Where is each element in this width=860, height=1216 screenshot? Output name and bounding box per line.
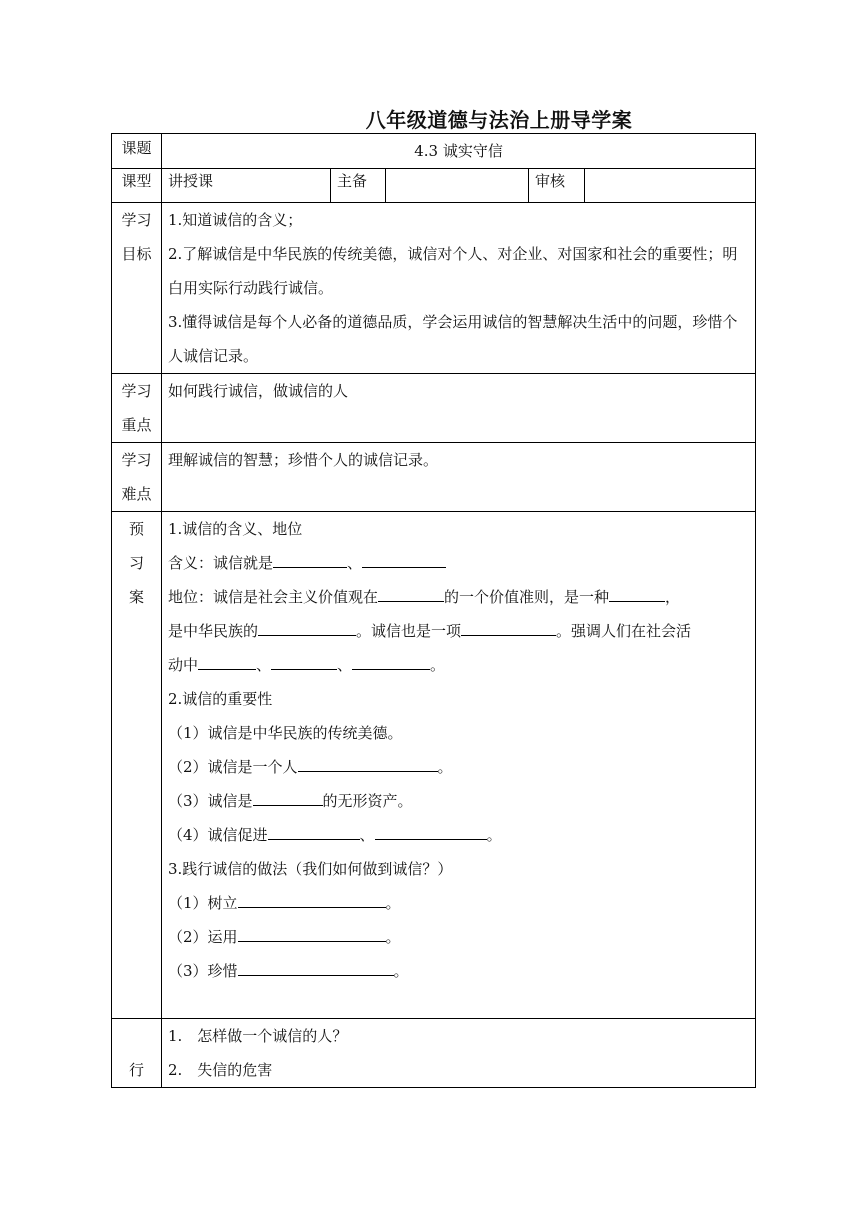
- difficulty-label-line1: 学习: [121, 451, 152, 469]
- row-topic: [112, 134, 756, 169]
- status-line-1: 地位：诚信是社会主义价值观在 的一个价值准则，是一种 ，: [168, 580, 749, 614]
- importance-item: （3）诚信是 的无形资产。: [168, 784, 749, 818]
- meaning-line: 含义：诚信就是 、: [168, 546, 749, 580]
- section-title: 2.诚信的重要性: [168, 690, 273, 708]
- difficulty-value: 理解诚信的智慧；珍惜个人的诚信记录。: [162, 443, 756, 512]
- importance-item: （1）诚信是中华民族的传统美德。: [168, 724, 403, 742]
- blank-field[interactable]: [378, 585, 444, 602]
- row-difficulty: [112, 443, 756, 512]
- section-title: 3.践行诚信的做法（我们如何做到诚信？）: [168, 860, 453, 878]
- review-label: 审核: [529, 169, 585, 203]
- goal-item: 3.懂得诚信是每个人必备的道德品质，学会运用诚信的智慧解决生活中的问题，珍惜个人诚信记录。: [168, 313, 738, 365]
- blank-field[interactable]: [362, 551, 446, 568]
- lead-value: [386, 169, 529, 203]
- blank-field[interactable]: [253, 789, 323, 806]
- row-focus: [112, 374, 756, 443]
- goals-label-line1: 学习: [121, 211, 152, 229]
- blank-field[interactable]: [609, 585, 665, 602]
- preview-label-char: 预: [128, 520, 144, 538]
- practice-question: 1. 怎样做一个诚信的人？: [168, 1027, 348, 1045]
- topic-label: 课题: [112, 134, 162, 169]
- row-goals: [112, 203, 756, 374]
- blank-field[interactable]: [271, 653, 337, 670]
- row-type: [112, 169, 756, 203]
- blank-field[interactable]: [461, 619, 556, 636]
- practice-label: 行: [112, 1019, 162, 1088]
- focus-label-line1: 学习: [121, 382, 152, 400]
- preview-label-char: 习: [128, 554, 144, 572]
- goals-content: [162, 203, 756, 374]
- blank-field[interactable]: [238, 959, 394, 976]
- practice-item: （2）运用 。: [168, 920, 749, 954]
- focus-label-line2: 重点: [121, 416, 152, 434]
- blank-field[interactable]: [238, 891, 386, 908]
- focus-value: 如何践行诚信，做诚信的人: [162, 374, 756, 443]
- type-value: 讲授课: [162, 169, 331, 203]
- importance-item: （2）诚信是一个人 。: [168, 750, 749, 784]
- blank-field[interactable]: [298, 755, 438, 772]
- preview-label: [112, 512, 162, 1019]
- practice-question: 2. 失信的危害: [168, 1061, 273, 1079]
- review-value: [585, 169, 756, 203]
- goals-label: [112, 203, 162, 374]
- blank-field[interactable]: [258, 619, 356, 636]
- practice-item: （1）树立 。: [168, 886, 749, 920]
- page-title: 八年级道德与法治上册导学案: [365, 108, 633, 132]
- practice-item: （3）珍惜 。: [168, 954, 749, 988]
- blank-field[interactable]: [375, 823, 487, 840]
- preview-content: [162, 512, 756, 1019]
- difficulty-label-line2: 难点: [121, 485, 152, 503]
- preview-label-char: 案: [128, 588, 144, 606]
- importance-item: （4）诚信促进 、 。: [168, 818, 749, 852]
- blank-field[interactable]: [268, 823, 360, 840]
- practice-content: [162, 1019, 756, 1088]
- lead-label: 主备: [331, 169, 386, 203]
- goals-label-line2: 目标: [121, 245, 152, 263]
- goal-item: 1.知道诚信的含义；: [168, 211, 303, 229]
- status-line-2: 是中华民族的 。诚信也是一项 。强调人们在社会活: [168, 614, 749, 648]
- goal-item: 2.了解诚信是中华民族的传统美德，诚信对个人、对企业、对国家和社会的重要性；明白用实际行动践行诚信。: [168, 245, 738, 297]
- type-label: 课型: [112, 169, 162, 203]
- blank-field[interactable]: [238, 925, 386, 942]
- blank-field[interactable]: [198, 653, 256, 670]
- study-plan-table: [111, 133, 756, 1088]
- topic-value: 4.3 诚实守信: [162, 134, 756, 169]
- status-line-3: 动中 、 、 。: [168, 648, 749, 682]
- row-preview: [112, 512, 756, 1019]
- blank-field[interactable]: [352, 653, 430, 670]
- difficulty-label: [112, 443, 162, 512]
- row-practice: [112, 1019, 756, 1088]
- section-title: 1.诚信的含义、地位: [168, 520, 303, 538]
- focus-label: [112, 374, 162, 443]
- blank-field[interactable]: [273, 551, 347, 568]
